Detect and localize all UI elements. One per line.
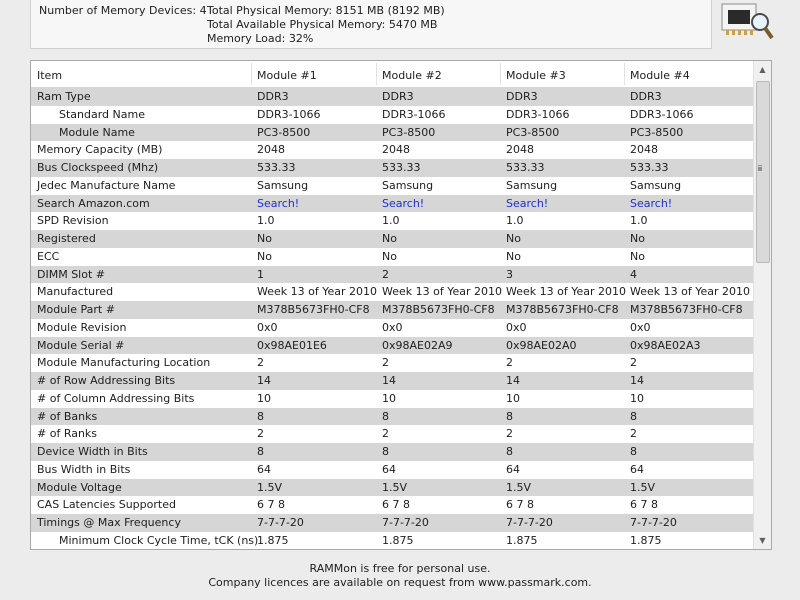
- memory-load: Memory Load: 32%: [207, 32, 314, 45]
- module-value-cell: 14: [257, 374, 271, 387]
- module-value-cell: 6 7 8: [382, 498, 410, 512]
- table-row[interactable]: [31, 479, 753, 497]
- module-value-cell: DDR3: [506, 90, 538, 103]
- row-label: Standard Name: [59, 107, 145, 121]
- module-value-cell: 2: [257, 356, 264, 370]
- module-value-cell: 6 7 8: [257, 498, 285, 512]
- table-row[interactable]: [31, 88, 753, 106]
- row-label: Timings @ Max Frequency: [37, 516, 181, 529]
- module-value-cell: 533.33: [506, 161, 545, 174]
- row-label: DIMM Slot #: [37, 267, 105, 281]
- module-value-cell: 2: [382, 427, 389, 441]
- module-value-cell: 10: [382, 391, 396, 405]
- module-value-cell: 0x98AE01E6: [257, 338, 327, 352]
- module-value-cell: 6 7 8: [630, 498, 658, 512]
- table-row[interactable]: [31, 141, 753, 159]
- row-label: Module Manufacturing Location: [37, 356, 211, 370]
- module-value-cell: 14: [630, 374, 644, 387]
- table-row[interactable]: [31, 159, 753, 177]
- column-header-module-1[interactable]: Module #1: [257, 69, 317, 82]
- module-value-cell: 64: [506, 462, 520, 476]
- row-label: Bus Clockspeed (Mhz): [37, 161, 159, 174]
- module-value-cell: 0x0: [506, 320, 527, 334]
- module-value-cell: 64: [630, 462, 644, 476]
- row-label: Module Part #: [37, 303, 115, 316]
- module-details-list[interactable]: [30, 60, 772, 550]
- vertical-scrollbar[interactable]: [753, 61, 771, 549]
- module-value-cell: 533.33: [257, 161, 296, 174]
- module-value-cell: 8: [506, 409, 513, 423]
- module-value-cell: 3: [506, 267, 513, 281]
- module-value-cell: 7-7-7-20: [506, 516, 553, 529]
- module-value-cell: 1.5V: [257, 480, 283, 494]
- module-value-cell: 8: [630, 409, 637, 423]
- row-label: Jedec Manufacture Name: [37, 178, 176, 192]
- search-amazon-link[interactable]: Search!: [257, 196, 300, 210]
- module-value-cell: Week 13 of Year 2010: [506, 285, 627, 299]
- footer-line-licences: Company licences are available on request from www.passmark.com.: [208, 576, 592, 589]
- module-value-cell: 1.875: [630, 533, 662, 547]
- module-value-cell: Samsung: [506, 178, 558, 192]
- column-header-module-4[interactable]: Module #4: [630, 69, 690, 82]
- module-value-cell: 2: [382, 356, 389, 370]
- table-row[interactable]: [31, 337, 753, 355]
- module-value-cell: 8: [506, 445, 513, 458]
- table-row[interactable]: [31, 425, 753, 443]
- module-value-cell: 2: [630, 427, 637, 441]
- module-value-cell: 2048: [506, 143, 534, 157]
- module-value-cell: 0x0: [257, 320, 278, 334]
- module-value-cell: 2: [506, 427, 513, 441]
- module-value-cell: 8: [382, 445, 389, 458]
- total-available-memory: Total Available Physical Memory: 5470 MB: [207, 18, 438, 31]
- module-value-cell: 1: [257, 267, 264, 281]
- module-value-cell: M378B5673FH0-CF8: [382, 303, 495, 316]
- module-value-cell: 2048: [630, 143, 658, 157]
- module-value-cell: 533.33: [630, 161, 669, 174]
- module-value-cell: PC3-8500: [257, 125, 311, 139]
- table-row[interactable]: [31, 532, 753, 550]
- memory-stats: [207, 4, 445, 46]
- module-value-cell: 14: [506, 374, 520, 387]
- module-value-cell: DDR3: [257, 90, 289, 103]
- row-label: # of Banks: [37, 409, 98, 423]
- module-value-cell: PC3-8500: [630, 125, 684, 139]
- module-value-cell: PC3-8500: [506, 125, 560, 139]
- module-value-cell: 7-7-7-20: [630, 516, 677, 529]
- table-row[interactable]: [31, 461, 753, 479]
- row-label: Module Name: [59, 125, 135, 139]
- module-value-cell: 8: [257, 445, 264, 458]
- module-value-cell: 8: [382, 409, 389, 423]
- row-label: Module Voltage: [37, 480, 122, 494]
- module-value-cell: Samsung: [257, 178, 309, 192]
- module-value-cell: DDR3-1066: [630, 107, 694, 121]
- module-value-cell: No: [506, 249, 521, 263]
- module-value-cell: 10: [506, 391, 520, 405]
- memory-summary-panel: [30, 0, 712, 49]
- module-value-cell: 1.0: [630, 214, 648, 228]
- row-label: Ram Type: [37, 90, 91, 103]
- module-value-cell: 2048: [257, 143, 285, 157]
- module-value-cell: No: [506, 232, 521, 245]
- module-value-cell: No: [257, 232, 272, 245]
- row-label: SPD Revision: [37, 214, 109, 228]
- row-label: Bus Width in Bits: [37, 462, 131, 476]
- row-label: Manufactured: [37, 285, 114, 299]
- row-label: Search Amazon.com: [37, 196, 150, 210]
- table-row[interactable]: [31, 283, 753, 301]
- module-value-cell: 64: [382, 462, 396, 476]
- table-row[interactable]: [31, 266, 753, 284]
- module-value-cell: DDR3: [630, 90, 662, 103]
- table-row[interactable]: [31, 390, 753, 408]
- module-value-cell: Week 13 of Year 2010: [382, 285, 503, 299]
- table-row[interactable]: [31, 301, 753, 319]
- module-value-cell: 1.5V: [382, 480, 408, 494]
- list-header: [31, 61, 753, 88]
- footer-line-free: RAMMon is free for personal use.: [309, 562, 491, 575]
- module-value-cell: 14: [382, 374, 396, 387]
- module-value-cell: M378B5673FH0-CF8: [630, 303, 743, 316]
- memory-chip-magnifier-icon: [718, 0, 778, 48]
- table-row[interactable]: [31, 106, 753, 124]
- module-value-cell: 1.5V: [630, 480, 656, 494]
- scrollbar-grip-icon: [758, 165, 762, 168]
- total-physical-memory: Total Physical Memory: 8151 MB (8192 MB): [207, 4, 445, 17]
- row-label: Module Serial #: [37, 338, 125, 352]
- module-value-cell: No: [382, 249, 397, 263]
- module-value-cell: 7-7-7-20: [382, 516, 429, 529]
- module-value-cell: 2: [257, 427, 264, 441]
- module-value-cell: 0x0: [630, 320, 651, 334]
- scroll-up-arrow-icon[interactable]: ▲: [759, 65, 766, 74]
- table-row[interactable]: [31, 443, 753, 461]
- module-value-cell: DDR3-1066: [506, 107, 570, 121]
- module-value-cell: No: [257, 249, 272, 263]
- scroll-down-arrow-icon[interactable]: ▼: [759, 536, 766, 545]
- row-label: # of Row Addressing Bits: [37, 374, 176, 387]
- module-value-cell: 2: [630, 356, 637, 370]
- module-value-cell: 2: [506, 356, 513, 370]
- search-amazon-link[interactable]: Search!: [382, 196, 425, 210]
- row-label: CAS Latencies Supported: [37, 498, 176, 512]
- column-header-module-3[interactable]: Module #3: [506, 69, 566, 82]
- module-value-cell: 64: [257, 462, 271, 476]
- module-value-cell: 1.5V: [506, 480, 532, 494]
- module-value-cell: 8: [630, 445, 637, 458]
- column-divider[interactable]: [624, 63, 625, 85]
- module-value-cell: 6 7 8: [506, 498, 534, 512]
- table-row[interactable]: [31, 514, 753, 532]
- column-divider[interactable]: [376, 63, 377, 85]
- module-value-cell: No: [630, 232, 645, 245]
- module-value-cell: 2048: [382, 143, 410, 157]
- row-label: # of Ranks: [37, 427, 98, 441]
- column-divider[interactable]: [251, 63, 252, 85]
- module-value-cell: 533.33: [382, 161, 421, 174]
- list-rows: [31, 88, 753, 550]
- table-row[interactable]: [31, 230, 753, 248]
- row-label: Registered: [37, 232, 96, 245]
- module-value-cell: M378B5673FH0-CF8: [257, 303, 370, 316]
- module-value-cell: Week 13 of Year 2010: [630, 285, 751, 299]
- search-amazon-link[interactable]: Search!: [630, 196, 673, 210]
- memory-devices-count: Number of Memory Devices: 4: [39, 4, 207, 17]
- module-value-cell: M378B5673FH0-CF8: [506, 303, 619, 316]
- module-value-cell: 10: [630, 391, 644, 405]
- module-value-cell: 1.875: [506, 533, 538, 547]
- module-value-cell: 10: [257, 391, 271, 405]
- module-value-cell: 7-7-7-20: [257, 516, 304, 529]
- row-label: Memory Capacity (MB): [37, 143, 163, 157]
- table-row[interactable]: [31, 319, 753, 337]
- module-value-cell: No: [382, 232, 397, 245]
- table-row[interactable]: [31, 124, 753, 142]
- module-value-cell: Samsung: [382, 178, 434, 192]
- module-value-cell: 0x98AE02A3: [630, 338, 701, 352]
- module-value-cell: DDR3-1066: [382, 107, 446, 121]
- module-value-cell: 1.0: [506, 214, 524, 228]
- scrollbar-thumb[interactable]: [756, 81, 770, 263]
- row-label: Device Width in Bits: [37, 445, 148, 458]
- table-row[interactable]: [31, 354, 753, 372]
- module-value-cell: 1.875: [257, 533, 289, 547]
- module-value-cell: DDR3: [382, 90, 414, 103]
- table-row[interactable]: [31, 408, 753, 426]
- table-row[interactable]: [31, 372, 753, 390]
- module-value-cell: 0x98AE02A0: [506, 338, 577, 352]
- module-value-cell: 1.0: [257, 214, 275, 228]
- module-value-cell: 4: [630, 267, 637, 281]
- module-value-cell: 0x0: [382, 320, 403, 334]
- column-header-item[interactable]: Item: [37, 69, 63, 82]
- row-label: ECC: [37, 249, 60, 263]
- column-header-module-2[interactable]: Module #2: [382, 69, 442, 82]
- table-row[interactable]: [31, 195, 753, 213]
- row-label: Module Revision: [37, 320, 127, 334]
- module-value-cell: 1.0: [382, 214, 400, 228]
- table-row[interactable]: [31, 177, 753, 195]
- module-value-cell: Week 13 of Year 2010: [257, 285, 378, 299]
- table-row[interactable]: [31, 496, 753, 514]
- table-row[interactable]: [31, 212, 753, 230]
- module-value-cell: 8: [257, 409, 264, 423]
- row-label: Minimum Clock Cycle Time, tCK (ns): [59, 533, 259, 547]
- footer-notice: [0, 562, 800, 590]
- module-value-cell: 2: [382, 267, 389, 281]
- column-divider[interactable]: [500, 63, 501, 85]
- row-label: # of Column Addressing Bits: [37, 391, 195, 405]
- search-amazon-link[interactable]: Search!: [506, 196, 549, 210]
- module-value-cell: Samsung: [630, 178, 682, 192]
- module-value-cell: No: [630, 249, 645, 263]
- table-row[interactable]: [31, 248, 753, 266]
- module-value-cell: PC3-8500: [382, 125, 436, 139]
- module-value-cell: 0x98AE02A9: [382, 338, 453, 352]
- module-value-cell: DDR3-1066: [257, 107, 321, 121]
- module-value-cell: 1.875: [382, 533, 414, 547]
